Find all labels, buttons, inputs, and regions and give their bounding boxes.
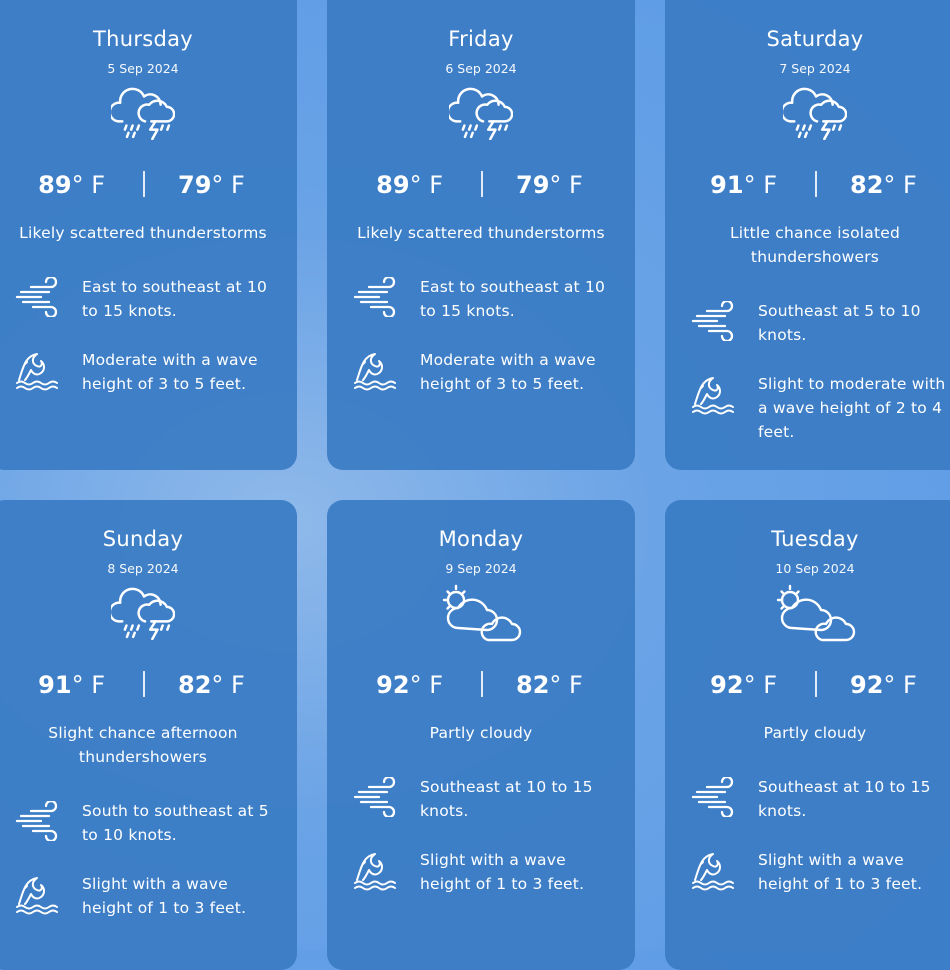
wind-icon xyxy=(691,301,735,345)
temperature-row xyxy=(327,671,635,699)
day-card xyxy=(0,500,297,970)
thunderstorm-cloud-icon xyxy=(111,82,175,144)
wave-icon xyxy=(15,350,59,396)
temperature-high: 91° F xyxy=(38,671,105,699)
forecast-date: 7 Sep 2024 xyxy=(779,61,851,76)
temperature-divider xyxy=(815,171,817,197)
temperature-low: 79° F xyxy=(516,171,583,199)
temperature-row xyxy=(665,171,950,199)
wind-text: South to southeast at 5 to 10 knots. xyxy=(82,802,269,844)
wind-icon xyxy=(691,777,735,821)
temperature-divider xyxy=(481,171,483,197)
day-name: Friday xyxy=(448,27,514,51)
sea-text: Moderate with a wave height of 3 to 5 feet. xyxy=(82,351,258,393)
forecast-date: 8 Sep 2024 xyxy=(107,561,179,576)
temperature-low: 82° F xyxy=(178,671,245,699)
wave-icon xyxy=(353,350,397,396)
wind-text: Southeast at 10 to 15 knots. xyxy=(758,778,931,820)
weather-description: Likely scattered thunderstorms xyxy=(357,224,605,242)
temperature-low: 82° F xyxy=(516,671,583,699)
thunderstorm-cloud-icon xyxy=(783,82,847,144)
wave-icon xyxy=(691,850,735,896)
forecast-date: 5 Sep 2024 xyxy=(107,61,179,76)
day-card xyxy=(327,500,635,970)
wind-icon xyxy=(15,801,59,845)
day-name: Thursday xyxy=(92,27,194,51)
wave-icon xyxy=(691,374,735,420)
day-name: Sunday xyxy=(102,527,184,551)
temperature-high: 92° F xyxy=(710,671,777,699)
sea-text: Slight to moderate with a wave height of 2 to 4 feet. xyxy=(758,375,946,441)
temperature-low: 92° F xyxy=(850,671,917,699)
wind-text: East to southeast at 10 to 15 knots. xyxy=(420,278,606,320)
temperature-divider xyxy=(143,171,145,197)
sea-text: Moderate with a wave height of 3 to 5 feet. xyxy=(420,351,596,393)
weather-description: Slight chance afternoon thundershowers xyxy=(48,724,238,766)
temperature-row xyxy=(327,171,635,199)
sea-text: Slight with a wave height of 1 to 3 feet. xyxy=(420,851,585,893)
partly-cloudy-icon xyxy=(440,582,522,648)
sea-text: Slight with a wave height of 1 to 3 feet. xyxy=(758,851,923,893)
temperature-high: 89° F xyxy=(38,171,105,199)
temperature-low: 79° F xyxy=(178,171,245,199)
day-name: Monday xyxy=(438,527,524,551)
temperature-row xyxy=(0,671,297,699)
wave-icon xyxy=(15,874,59,920)
forecast-date: 9 Sep 2024 xyxy=(445,561,517,576)
wind-icon xyxy=(353,277,397,321)
temperature-high: 92° F xyxy=(376,671,443,699)
temperature-high: 89° F xyxy=(376,171,443,199)
day-card xyxy=(665,0,950,470)
wind-text: Southeast at 10 to 15 knots. xyxy=(420,778,593,820)
thunderstorm-cloud-icon xyxy=(111,582,175,644)
partly-cloudy-icon xyxy=(774,582,856,648)
temperature-low: 82° F xyxy=(850,171,917,199)
thunderstorm-cloud-icon xyxy=(449,82,513,144)
forecast-date: 10 Sep 2024 xyxy=(775,561,855,576)
temperature-high: 91° F xyxy=(710,171,777,199)
day-card xyxy=(327,0,635,470)
wind-icon xyxy=(15,277,59,321)
day-name: Tuesday xyxy=(771,527,859,551)
day-card xyxy=(665,500,950,970)
temperature-divider xyxy=(481,671,483,697)
sea-text: Slight with a wave height of 1 to 3 feet. xyxy=(82,875,247,917)
weather-description: Likely scattered thunderstorms xyxy=(19,224,267,242)
day-card xyxy=(0,0,297,470)
day-name: Saturday xyxy=(766,27,864,51)
temperature-row xyxy=(665,671,950,699)
wind-text: Southeast at 5 to 10 knots. xyxy=(758,302,921,344)
wind-icon xyxy=(353,777,397,821)
weather-description: Partly cloudy xyxy=(763,724,867,742)
temperature-row xyxy=(0,171,297,199)
weather-description: Partly cloudy xyxy=(429,724,533,742)
weather-description: Little chance isolated thundershowers xyxy=(729,224,901,266)
forecast-date: 6 Sep 2024 xyxy=(445,61,517,76)
temperature-divider xyxy=(815,671,817,697)
temperature-divider xyxy=(143,671,145,697)
wind-text: East to southeast at 10 to 15 knots. xyxy=(82,278,268,320)
wave-icon xyxy=(353,850,397,896)
